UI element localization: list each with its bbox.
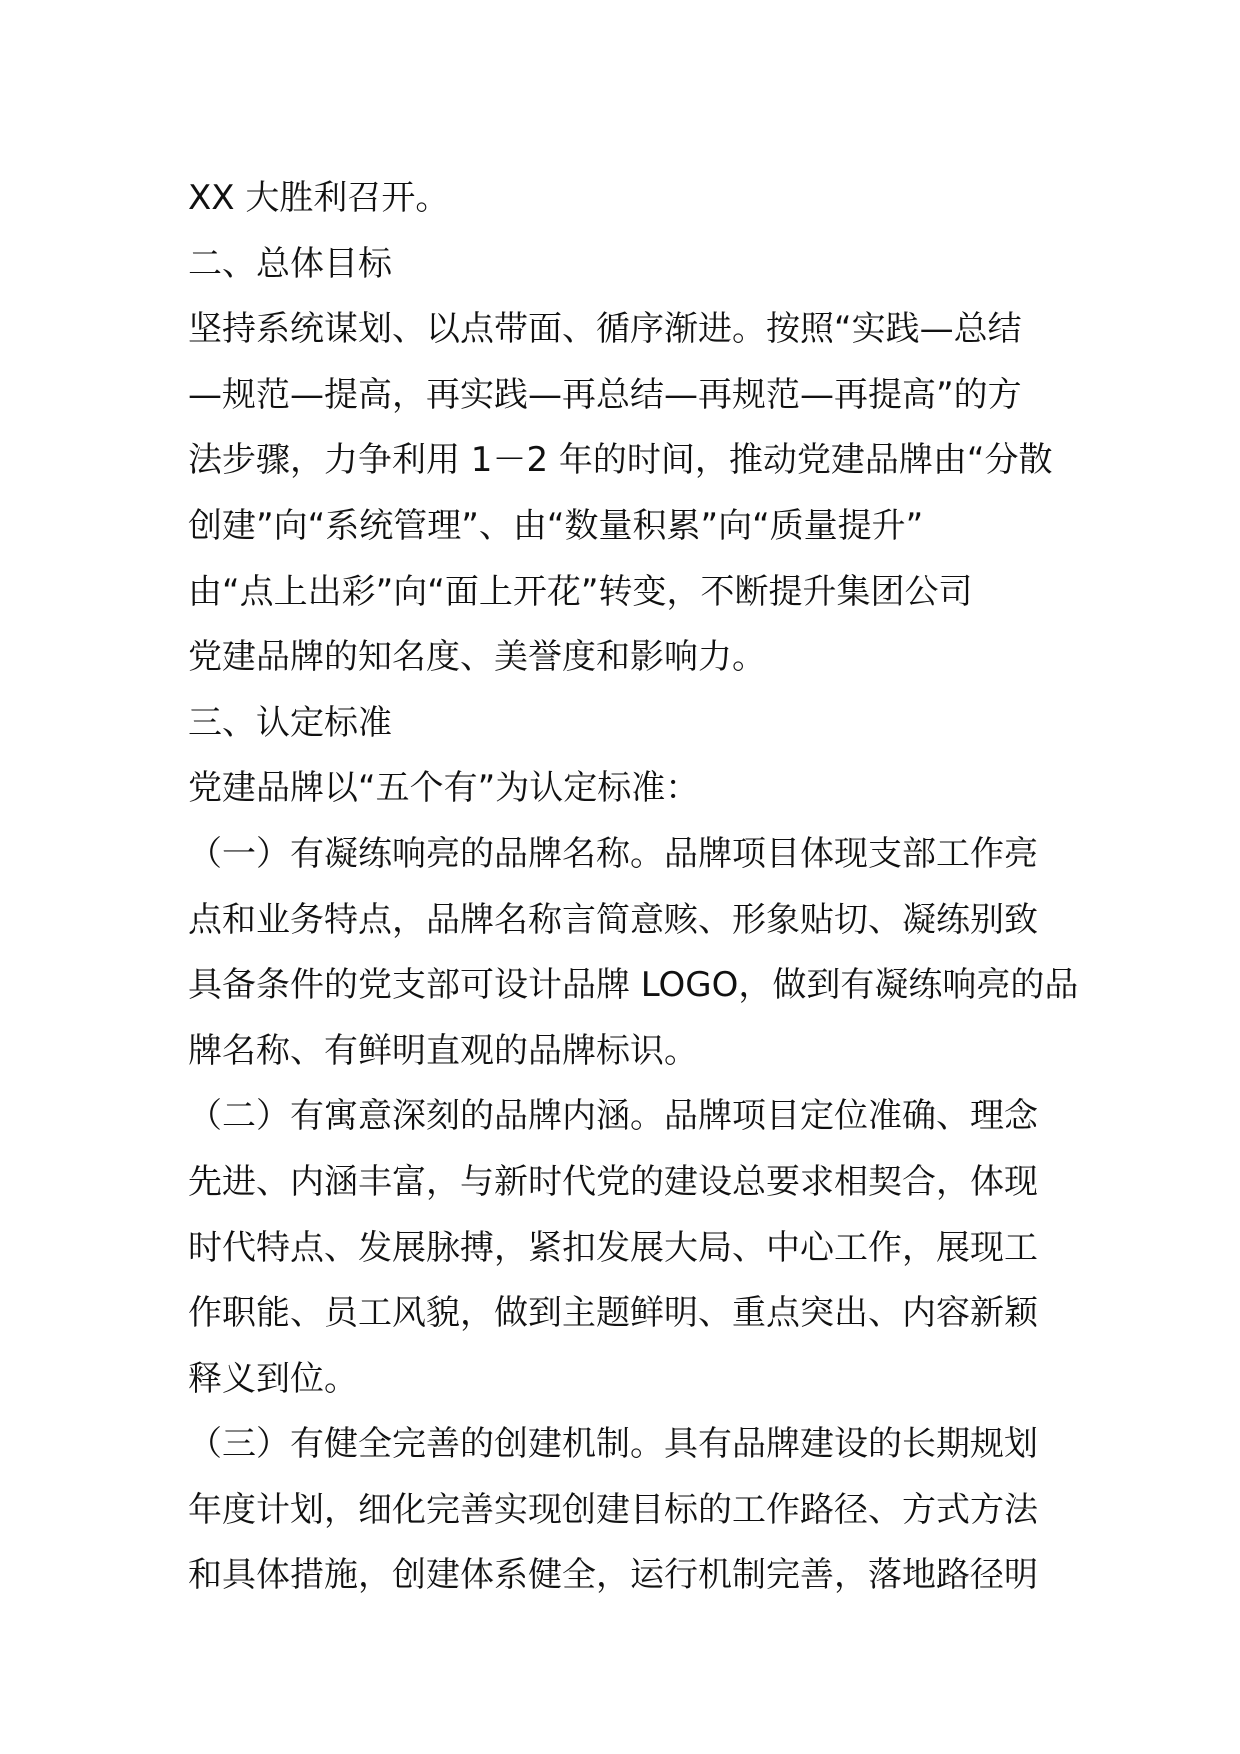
text-line: 党建品牌以“五个有”为认定标准： [188, 768, 700, 809]
section-heading: 二、总体目标 [188, 243, 392, 284]
text-line: 具备条件的党支部可设计品牌 LOGO，做到有凝练响亮的品 [188, 965, 1079, 1006]
text-line: —规范—提高，再实践—再总结—再规范—再提高”的方 [188, 374, 1022, 415]
document-body [188, 166, 1079, 1609]
text-line: 先进、内涵丰富，与新时代党的建设总要求相契合，体现 [188, 1161, 1038, 1202]
text-line: 党建品牌的知名度、美誉度和影响力。 [188, 637, 766, 678]
text-line: XX 大胜利召开。 [188, 178, 450, 218]
text-line: 和具体措施，创建体系健全，运行机制完善，落地路径明 [188, 1555, 1038, 1596]
text-line: （二）有寓意深刻的品牌内涵。品牌项目定位准确、理念 [188, 1096, 1038, 1137]
text-line: 由“点上出彩”向“面上开花”转变，不断提升集团公司 [188, 571, 973, 612]
text-line: 坚持系统谋划、以点带面、循序渐进。按照“实践—总结 [188, 309, 1022, 350]
text-line: 释义到位。 [188, 1358, 358, 1399]
text-line: （三）有健全完善的创建机制。具有品牌建设的长期规划 [188, 1424, 1038, 1465]
section-heading: 三、认定标准 [188, 702, 392, 743]
text-line: 点和业务特点，品牌名称言简意赅、形象贴切、凝练别致 [188, 899, 1038, 940]
text-line: 年度计划，细化完善实现创建目标的工作路径、方式方法 [188, 1489, 1038, 1530]
text-line: 牌名称、有鲜明直观的品牌标识。 [188, 1030, 698, 1071]
text-line: 创建”向“系统管理”、由“数量积累”向“质量提升” [188, 505, 924, 546]
text-line: 时代特点、发展脉搏，紧扣发展大局、中心工作，展现工 [188, 1227, 1038, 1268]
text-line: （一）有凝练响亮的品牌名称。品牌项目体现支部工作亮 [188, 833, 1038, 874]
text-line: 作职能、员工风貌，做到主题鲜明、重点突出、内容新颖 [188, 1293, 1038, 1334]
text-line: 法步骤，力争利用 1－2 年的时间，推动党建品牌由“分散 [188, 440, 1053, 481]
